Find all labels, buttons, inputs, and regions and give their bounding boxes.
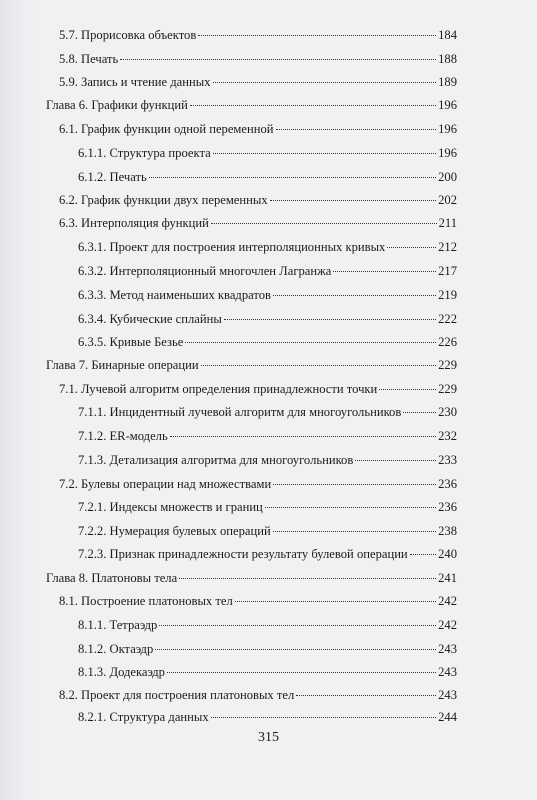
toc-entry-title: 6.3. Интерполяция функций	[59, 216, 209, 230]
toc-leader-dots	[273, 484, 436, 485]
toc-entry	[78, 498, 457, 516]
toc-entry-page: 229	[438, 358, 457, 372]
toc-leader-dots	[387, 247, 436, 248]
toc-leader-dots	[265, 507, 436, 508]
toc-entry-page: 200	[438, 170, 457, 184]
toc-leader-dots	[211, 223, 437, 224]
toc-entry-title: 6.3.5. Кривые Безье	[78, 335, 184, 349]
toc-entry-page: 212	[438, 240, 457, 254]
toc-entry-page: 202	[438, 193, 457, 207]
toc-leader-dots	[270, 200, 436, 201]
toc-leader-dots	[198, 35, 436, 36]
toc-entry-title: 6.1.1. Структура проекта	[78, 146, 211, 160]
toc-entry	[59, 214, 457, 232]
toc-entry-title: 5.7. Прорисовка объектов	[59, 28, 197, 42]
toc-leader-dots	[410, 554, 436, 555]
toc-entry	[78, 144, 457, 162]
toc-entry	[59, 50, 457, 68]
toc-leader-dots	[201, 365, 437, 366]
toc-chapter-entry	[46, 569, 457, 587]
toc-entry	[59, 380, 457, 398]
toc-entry-title: 8.1.3. Додекаэдр	[78, 665, 165, 679]
toc-leader-dots	[333, 271, 436, 272]
toc-entry	[78, 403, 457, 421]
toc-leader-dots	[213, 82, 437, 83]
toc-entry-title: 7.1.3. Детализация алгоритма для многоугольников	[78, 453, 354, 467]
toc-entry-title: Глава 7. Бинарные операции	[46, 358, 199, 372]
toc-entry	[78, 616, 457, 634]
toc-entry-page: 219	[438, 288, 457, 302]
toc-entry-title: 8.1.1. Тетраэдр	[78, 618, 158, 632]
toc-entry-title: 6.3.1. Проект для построения интерполяционных кривых	[78, 240, 386, 254]
toc-entry-page: 243	[438, 642, 457, 656]
toc-entry-title: 5.9. Запись и чтение данных	[59, 75, 211, 89]
toc-entry	[78, 640, 457, 658]
toc-entry	[78, 545, 457, 563]
toc-entry-page: 240	[438, 547, 457, 561]
toc-entry	[78, 262, 457, 280]
toc-entry	[78, 708, 457, 726]
toc-entry	[59, 686, 457, 704]
toc-entry	[78, 663, 457, 681]
toc-entry-page: 236	[438, 500, 457, 514]
toc-entry	[59, 592, 457, 610]
page-number: 315	[258, 730, 279, 745]
toc-entry-title: 6.2. График функции двух переменных	[59, 193, 268, 207]
toc-entry-page: 233	[438, 453, 457, 467]
toc-entry	[78, 168, 457, 186]
toc-entry-page: 243	[438, 665, 457, 679]
toc-leader-dots	[211, 717, 436, 718]
toc-leader-dots	[355, 460, 436, 461]
toc-leader-dots	[170, 436, 436, 437]
toc-entry-page: 238	[438, 524, 457, 538]
toc-entry-page: 226	[438, 335, 457, 349]
toc-entry	[59, 26, 457, 44]
toc-entry-title: 7.1.2. ER-модель	[78, 429, 168, 443]
toc-entry-title: 6.1.2. Печать	[78, 170, 147, 184]
toc-entry-page: 229	[438, 382, 457, 396]
toc-entry-title: Глава 6. Графики функций	[46, 98, 188, 112]
toc-leader-dots	[213, 153, 436, 154]
toc-entry-page: 232	[438, 429, 457, 443]
toc-entry-title: 6.3.2. Интерполяционный многочлен Лагранжа	[78, 264, 332, 278]
toc-entry-page: 184	[438, 28, 457, 42]
toc-entry-page: 196	[438, 146, 457, 160]
toc-entry-page: 211	[438, 216, 457, 230]
toc-entry-title: 6.3.3. Метод наименьших квадратов	[78, 288, 271, 302]
toc-entry	[59, 475, 457, 493]
toc-entry-title: 7.2. Булевы операции над множествами	[59, 477, 272, 491]
toc-leader-dots	[155, 649, 436, 650]
toc-leader-dots	[276, 129, 437, 130]
toc-entry-page: 196	[438, 98, 457, 112]
toc-entry-page: 188	[438, 52, 457, 66]
toc-entry-title: 7.2.1. Индексы множеств и границ	[78, 500, 263, 514]
toc-leader-dots	[296, 695, 436, 696]
toc-entry-page: 196	[438, 122, 457, 136]
toc-entry-page: 242	[438, 618, 457, 632]
toc-entry-page: 244	[438, 710, 457, 724]
toc-entry	[59, 120, 457, 138]
toc-leader-dots	[185, 342, 436, 343]
toc-entry	[78, 286, 457, 304]
toc-entry-title: 8.1.2. Октаэдр	[78, 642, 154, 656]
toc-leader-dots	[149, 177, 436, 178]
toc-leader-dots	[273, 531, 436, 532]
toc-leader-dots	[120, 59, 436, 60]
toc-entry-title: 7.1.1. Инцидентный лучевой алгоритм для многоугольников	[78, 405, 402, 419]
toc-entry	[78, 522, 457, 540]
toc-entry	[78, 310, 457, 328]
toc-entry	[59, 73, 457, 91]
toc-leader-dots	[179, 578, 436, 579]
toc-entry-title: 6.3.4. Кубические сплайны	[78, 312, 222, 326]
toc-entry-page: 217	[438, 264, 457, 278]
toc-entry	[78, 451, 457, 469]
toc-chapter-entry	[46, 96, 457, 114]
toc-leader-dots	[235, 601, 436, 602]
toc-entry	[78, 333, 457, 351]
toc-entry-title: 8.2. Проект для построения платоновых тел	[59, 688, 295, 702]
toc-leader-dots	[403, 412, 436, 413]
toc-entry	[78, 238, 457, 256]
toc-entry-title: 7.2.3. Признак принадлежности результату булевой операции	[78, 547, 408, 561]
toc-leader-dots	[273, 295, 436, 296]
toc-leader-dots	[167, 672, 436, 673]
toc-entry-title: 8.2.1. Структура данных	[78, 710, 209, 724]
toc-entry-title: 8.1. Построение платоновых тел	[59, 594, 233, 608]
toc-entry	[78, 427, 457, 445]
toc-entry-page: 242	[438, 594, 457, 608]
toc-entry-page: 230	[438, 405, 457, 419]
toc-chapter-entry	[46, 356, 457, 374]
toc-entry-page: 241	[438, 571, 457, 585]
toc-entry-page: 189	[438, 75, 457, 89]
toc-entry-title: 7.1. Лучевой алгоритм определения принадлежности точки	[59, 382, 378, 396]
toc-leader-dots	[379, 389, 436, 390]
toc-leader-dots	[190, 105, 436, 106]
toc-entry-title: 6.1. График функции одной переменной	[59, 122, 274, 136]
toc-entry-page: 243	[438, 688, 457, 702]
toc-leader-dots	[159, 625, 436, 626]
toc-entry-page: 236	[438, 477, 457, 491]
toc-entry-title: 7.2.2. Нумерация булевых операций	[78, 524, 271, 538]
toc-leader-dots	[224, 319, 436, 320]
toc-entry	[59, 191, 457, 209]
toc-entry-title: 5.8. Печать	[59, 52, 119, 66]
toc-entry-title: Глава 8. Платоновы тела	[46, 571, 178, 585]
toc-entry-page: 222	[438, 312, 457, 326]
